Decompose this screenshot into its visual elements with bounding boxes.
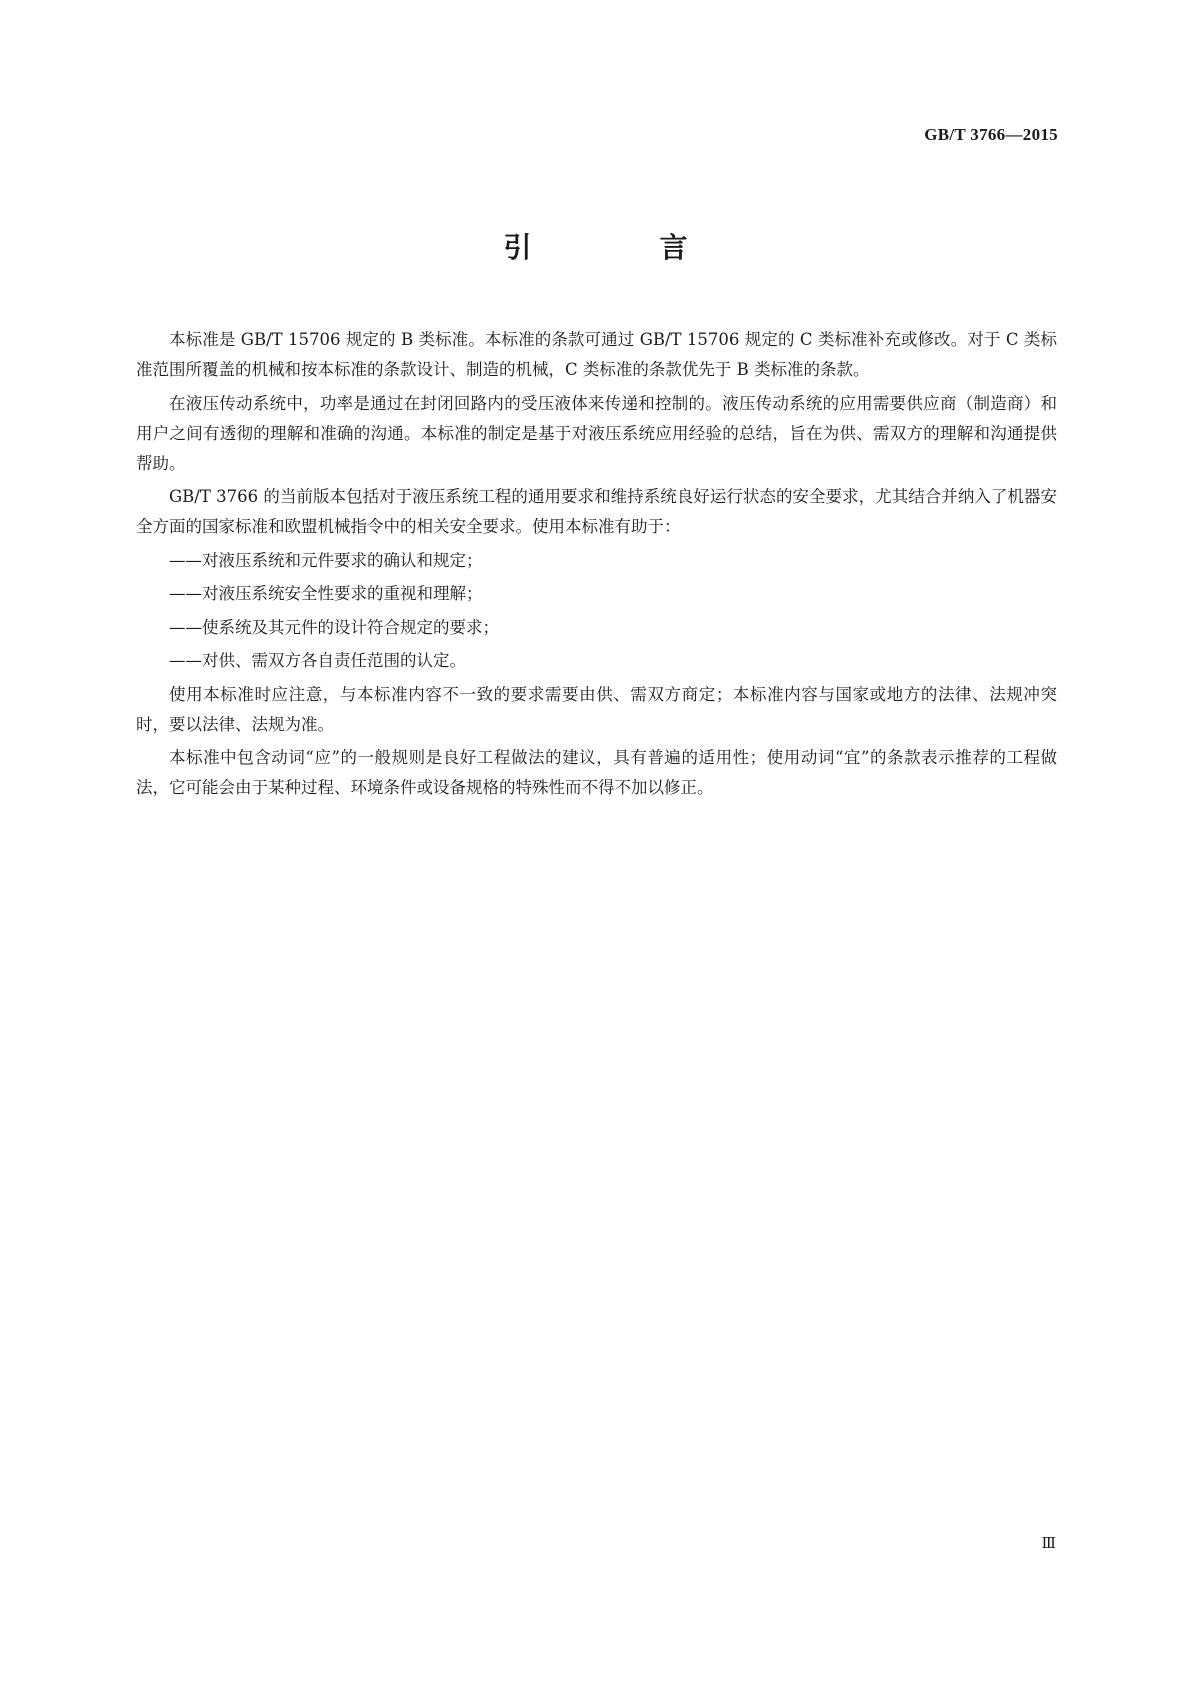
paragraph-shall-should: 本标准中包含动词“应”的一般规则是良好工程做法的建议，具有普遍的适用性；使用动词“宜”的条款表示推荐的工程做法，它可能会由于某种过程、环境条件或设备规格的特殊性而不得不加以修正。 xyxy=(136,748,1057,797)
page-number: Ⅲ xyxy=(1041,1536,1055,1552)
list-item: ——对液压系统和元件要求的确认和规定； xyxy=(169,550,483,570)
list-item: ——对液压系统安全性要求的重视和理解； xyxy=(169,584,483,603)
list-item: ——对供、需双方各自责任范围的认定。 xyxy=(169,651,466,670)
list-item: ——使系统及其元件的设计符合规定的要求； xyxy=(169,617,499,637)
standard-code: GB/T 3766—2015 xyxy=(924,125,1058,144)
paragraph-current-version: GB/T 3766 的当前版本包括对于液压系统工程的通用要求和维持系统良好运行状态的安全要求，尤其结合并纳入了机器安全方面的国家标准和欧盟机械指令中的相关安全要求。使用本标准有助于： xyxy=(136,487,1057,536)
page-title: 引 言 xyxy=(503,231,738,264)
paragraph-scope-b-standard: 本标准是 GB/T 15706 规定的 B 类标准。本标准的条款可通过 GB/T 15706 规定的 C 类标准补充或修改。对于 C 类标准范围所覆盖的机械和按本标准的条款设计、制造的机械，C 类标准的条款优先于 B 类标准的条款。 xyxy=(136,330,1057,379)
paragraph-hydraulic-systems: 在液压传动系统中，功率是通过在封闭回路内的受压液体来传递和控制的。液压传动系统的应用需要供应商（制造商）和用户之间有透彻的理解和准确的沟通。本标准的制定是基于对液压系统应用经验的总结，旨在为供、需双方的理解和沟通提供帮助。 xyxy=(136,393,1057,473)
paragraph-usage-note: 使用本标准时应注意，与本标准内容不一致的要求需要由供、需双方商定；本标准内容与国家或地方的法律、法规冲突时，要以法律、法规为准。 xyxy=(136,684,1057,734)
body-text xyxy=(136,325,1057,807)
